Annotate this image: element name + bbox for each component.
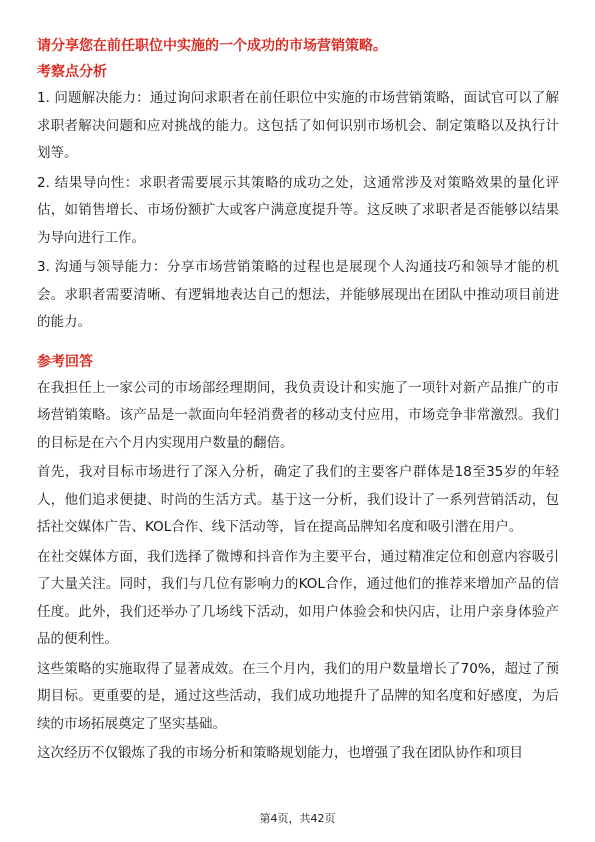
answer-paragraph-2: 首先，我对目标市场进行了深入分析，确定了我们的主要客户群体是18至35岁的年轻人，他们追求便捷、时尚的生活方式。基于这一分析，我们设计了一系列营销活动，包括社交媒体广告、KOL合作、线下活动等，旨在提高品牌知名度和吸引潜在用户。 <box>37 464 559 535</box>
page-number-footer: 第4页，共42页 <box>259 812 336 825</box>
analysis-point-1: 1. 问题解决能力：通过询问求职者在前任职位中实施的市场营销策略，面试官可以了解求职者解决问题和应对挑战的能力。这包括了如何识别市场机会、制定策略以及执行计划等。 <box>37 90 559 161</box>
answer-paragraph-4: 这些策略的实施取得了显著成效。在三个月内，我们的用户数量增长了70%，超过了预期目标。更重要的是，通过这些活动，我们成功地提升了品牌的知名度和好感度，为后续的市场拓展奠定了坚实基础。 <box>37 660 559 732</box>
analysis-point-2: 2. 结果导向性：求职者需要展示其策略的成功之处，这通常涉及对策略效果的量化评估，如销售增长、市场份额扩大或客户满意度提升等。这反映了求职者是否能够以结果为导向进行工作。 <box>37 174 559 246</box>
answer-paragraph-3: 在社交媒体方面，我们选择了微博和抖音作为主要平台，通过精准定位和创意内容吸引了大量关注。同时，我们与几位有影响力的KOL合作，通过他们的推荐来增加产品的信任度。此外，我们还举办了几场线下活动，如用户体验会和快闪店，让用户亲身体验产品的便利性。 <box>37 548 559 647</box>
analysis-point-3: 3. 沟通与领导能力：分享市场营销策略的过程也是展现个人沟通技巧和领导才能的机会。求职者需要清晰、有逻辑地表达自己的想法，并能够展现出在团队中推动项目前进的能力。 <box>37 259 559 330</box>
answer-paragraph-5: 这次经历不仅锻炼了我的市场分析和策略规划能力，也增强了我在团队协作和项目 <box>37 745 523 761</box>
answer-paragraph-1: 在我担任上一家公司的市场部经理期间，我负责设计和实施了一项针对新产品推广的市场营销策略。该产品是一款面向年轻消费者的移动支付应用，市场竞争非常激烈。我们的目标是在六个月内实现用户数量的翻倍。 <box>37 379 559 451</box>
answer-heading: 参考回答 <box>37 353 93 370</box>
analysis-heading: 考察点分析 <box>37 64 107 80</box>
document-page <box>37 30 559 768</box>
interview-question: 请分享您在前任职位中实施的一个成功的市场营销策略。 <box>37 38 387 54</box>
